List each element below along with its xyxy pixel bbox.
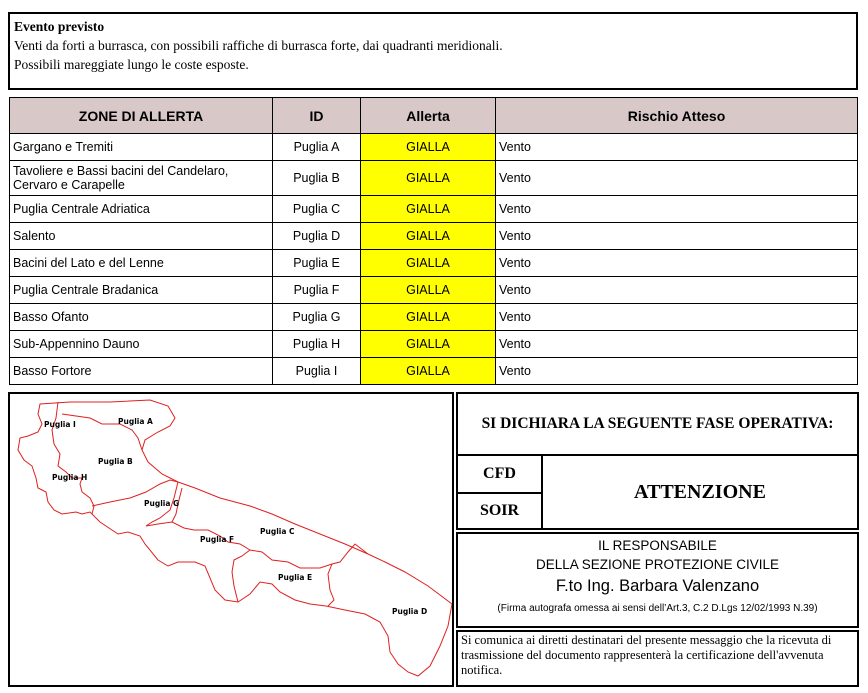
zone-rischio: Vento <box>496 331 858 358</box>
map-label-puglia-f: Puglia F <box>200 535 235 544</box>
table-row <box>10 358 858 385</box>
zone-rischio: Vento <box>496 358 858 385</box>
table-row <box>10 161 858 196</box>
zone-rischio: Vento <box>496 196 858 223</box>
map-label-puglia-g: Puglia G <box>144 499 180 508</box>
zone-name: Puglia Centrale Adriatica <box>10 196 273 223</box>
header-allerta: Allerta <box>361 98 496 134</box>
zone-id: Puglia C <box>273 196 361 223</box>
responsabile-name: F.to Ing. Barbara Valenzano <box>555 577 760 595</box>
table-header-row <box>10 98 858 134</box>
zone-allerta: GIALLA <box>361 161 496 196</box>
zone-allerta-table <box>9 97 858 385</box>
zone-id: Puglia A <box>273 134 361 161</box>
evento-title: Evento previsto <box>14 19 105 34</box>
responsabile-line-2: DELLA SEZIONE PROTEZIONE CIVILE <box>535 557 780 572</box>
responsabile-box <box>456 532 859 628</box>
zone-rischio: Vento <box>496 161 858 196</box>
zone-id: Puglia F <box>273 277 361 304</box>
zone-id: Puglia I <box>273 358 361 385</box>
evento-line-2: Possibili mareggiate lungo le coste esposte. <box>14 57 249 72</box>
puglia-zone-map <box>8 392 454 687</box>
evento-line-1: Venti da forti a burrasca, con possibili raffiche di burrasca forte, dai quadranti meridionali. <box>14 38 503 53</box>
evento-previsto-box <box>8 12 858 90</box>
soir-label: SOIR <box>458 494 543 528</box>
notifica-box: Si comunica ai diretti destinatari del presente messaggio che la ricevuta di trasmissione del documento rappresenterà la certificazione dell'avvenuta notifica. <box>456 630 859 687</box>
table-row <box>10 331 858 358</box>
map-outline-icon <box>10 394 452 685</box>
zone-allerta: GIALLA <box>361 331 496 358</box>
zone-allerta: GIALLA <box>361 277 496 304</box>
zone-name: Sub-Appennino Dauno <box>10 331 273 358</box>
table-row <box>10 277 858 304</box>
header-zone: ZONE DI ALLERTA <box>10 98 273 134</box>
zone-id: Puglia B <box>273 161 361 196</box>
firma-note: (Firma autografa omessa ai sensi dell’Art.3, C.2 D.Lgs 12/02/1993 N.39) <box>497 603 818 614</box>
zone-name: Gargano e Tremiti <box>10 134 273 161</box>
table-row <box>10 196 858 223</box>
zone-rischio: Vento <box>496 277 858 304</box>
zone-allerta: GIALLA <box>361 134 496 161</box>
zone-allerta: GIALLA <box>361 358 496 385</box>
map-label-puglia-d: Puglia D <box>392 607 428 616</box>
zone-name: Basso Fortore <box>10 358 273 385</box>
zone-name: Bacini del Lato e del Lenne <box>10 250 273 277</box>
fase-heading: SI DICHIARA LA SEGUENTE FASE OPERATIVA: <box>458 394 857 456</box>
map-label-puglia-h: Puglia H <box>52 473 88 482</box>
header-rischio: Rischio Atteso <box>496 98 858 134</box>
zone-name: Puglia Centrale Bradanica <box>10 277 273 304</box>
fase-operativa-box <box>456 392 859 530</box>
table-row <box>10 304 858 331</box>
header-id: ID <box>273 98 361 134</box>
zone-allerta: GIALLA <box>361 250 496 277</box>
zone-allerta: GIALLA <box>361 223 496 250</box>
zone-rischio: Vento <box>496 250 858 277</box>
table-row <box>10 223 858 250</box>
zone-rischio: Vento <box>496 223 858 250</box>
zone-name: Tavoliere e Bassi bacini del Candelaro, Cervaro e Carapelle <box>10 161 273 196</box>
cfd-label: CFD <box>458 456 543 494</box>
zone-id: Puglia E <box>273 250 361 277</box>
zone-allerta: GIALLA <box>361 304 496 331</box>
zone-id: Puglia D <box>273 223 361 250</box>
table-row <box>10 250 858 277</box>
responsabile-line-1: IL RESPONSABILE <box>598 538 717 553</box>
map-label-puglia-c: Puglia C <box>260 527 295 536</box>
zone-id: Puglia G <box>273 304 361 331</box>
map-label-puglia-a: Puglia A <box>118 417 153 426</box>
fase-stato: ATTENZIONE <box>634 480 766 503</box>
table-row <box>10 134 858 161</box>
zone-name: Basso Ofanto <box>10 304 273 331</box>
map-label-puglia-i: Puglia I <box>44 420 76 429</box>
zone-allerta: GIALLA <box>361 196 496 223</box>
map-label-puglia-e: Puglia E <box>278 573 313 582</box>
zone-name: Salento <box>10 223 273 250</box>
map-label-puglia-b: Puglia B <box>98 457 133 466</box>
zone-rischio: Vento <box>496 304 858 331</box>
zone-id: Puglia H <box>273 331 361 358</box>
zone-rischio: Vento <box>496 134 858 161</box>
